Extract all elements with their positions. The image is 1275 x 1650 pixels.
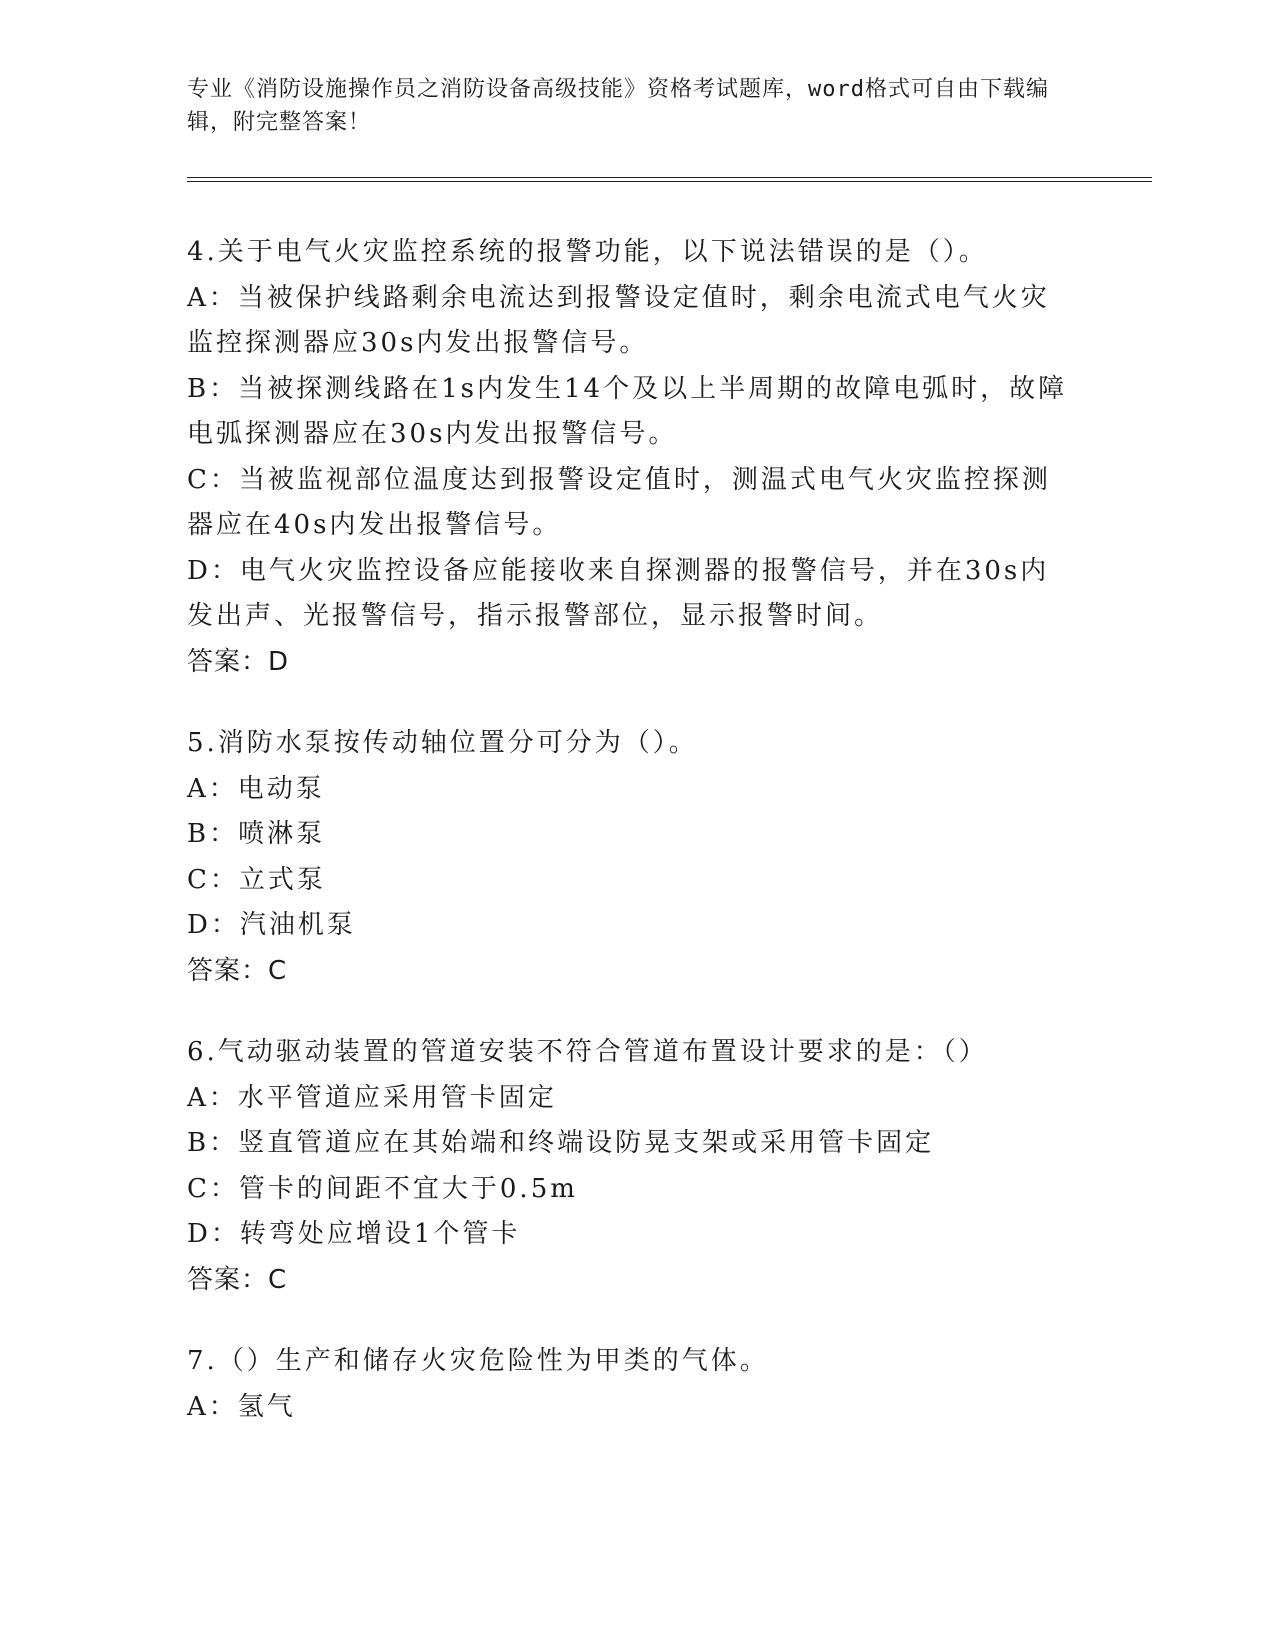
question-stem: 7.（）生产和储存火灾危险性为甲类的气体。 <box>187 1346 769 1376</box>
option-b: B：竖直管道应在其始端和终端设防晃支架或采用管卡固定 <box>187 1128 935 1158</box>
option-d: D：电气火灾监控设备应能接收来自探测器的报警信号，并在30s内发出声、光报警信号，指示报警部位，显示报警时间。 <box>187 555 1050 631</box>
question-list <box>187 230 1077 1466</box>
question-stem: 6.气动驱动装置的管道安装不符合管道布置设计要求的是：（） <box>187 1037 988 1067</box>
question-stem: 5.消防水泵按传动轴位置分可分为（）。 <box>187 728 698 758</box>
option-b: B：喷淋泵 <box>187 819 326 849</box>
option-a: A：水平管道应采用管卡固定 <box>187 1082 557 1113</box>
answer: 答案：C <box>187 955 288 986</box>
question-6 <box>187 1030 1077 1303</box>
answer: 答案：D <box>187 646 290 677</box>
option-b: B：当被探测线路在1s内发生14个及以上半周期的故障电弧时，故障电弧探测器应在30s内发出报警信号。 <box>187 373 1068 449</box>
page-header: 专业《消防设施操作员之消防设备高级技能》资格考试题库，word格式可自由下载编辑，附完整答案！ <box>187 77 1049 135</box>
option-c: C：当被监视部位温度达到报警设定值时，测温式电气火灾监控探测器应在40s内发出报警信号。 <box>187 464 1051 540</box>
option-a: A：电动泵 <box>187 773 325 804</box>
option-c: C：立式泵 <box>187 864 326 895</box>
option-d: D：汽油机泵 <box>187 910 356 940</box>
question-stem: 4.关于电气火灾监控系统的报警功能，以下说法错误的是（）。 <box>187 237 988 267</box>
question-7 <box>187 1339 1077 1430</box>
option-d: D：转弯处应增设1个管卡 <box>187 1219 521 1249</box>
option-a: A：当被保护线路剩余电流达到报警设定值时，剩余电流式电气火灾监控探测器应30s内发出报警信号。 <box>187 282 1050 358</box>
question-5 <box>187 721 1077 994</box>
answer: 答案：C <box>187 1264 288 1295</box>
header-divider <box>187 177 1152 182</box>
question-4 <box>187 230 1077 685</box>
option-c: C：管卡的间距不宜大于0.5m <box>187 1173 578 1204</box>
option-a: A：氢气 <box>187 1391 296 1422</box>
